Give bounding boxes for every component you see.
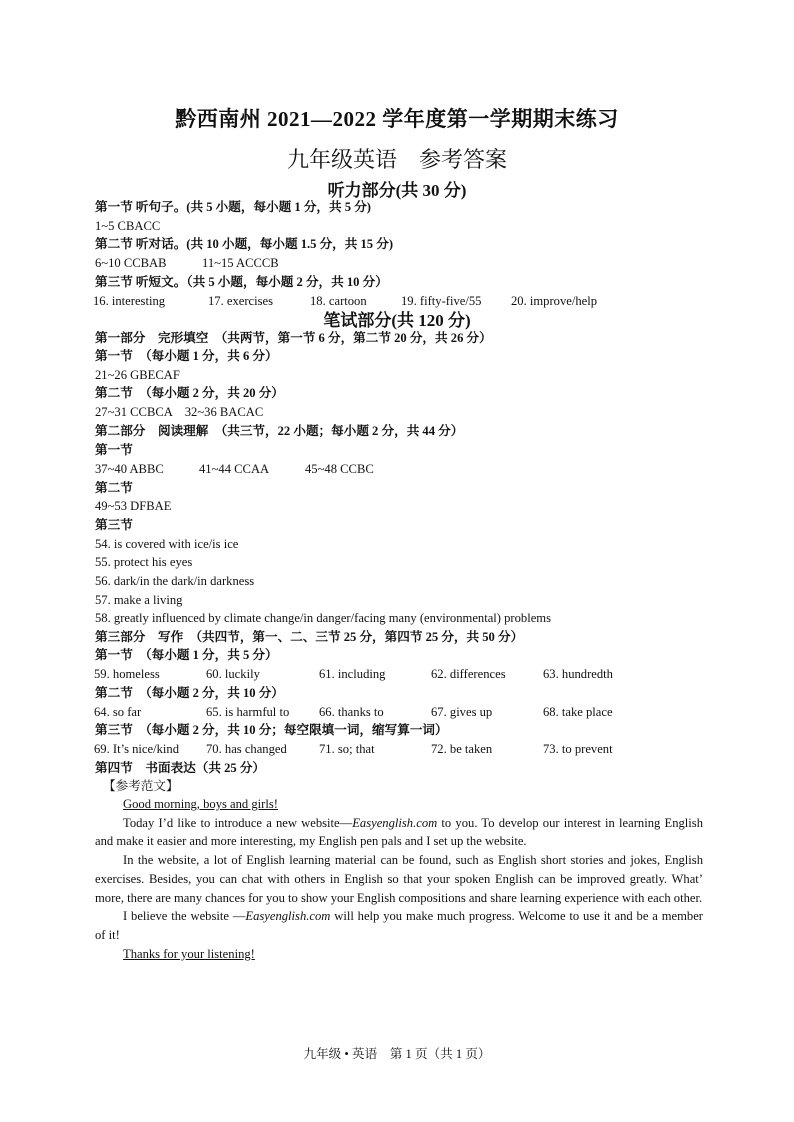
answer-item: 62. differences xyxy=(431,667,506,681)
listening-section-3-title: 第三节 听短文。（共 5 小题，每小题 2 分，共 10 分） xyxy=(95,275,388,289)
website-name: Easyenglish.com xyxy=(352,815,438,830)
essay-text: I believe the website — xyxy=(123,909,246,924)
essay-paragraph: In the website, a lot of English learning material can be found, such as English short stories and jokes, English exercises. Besides, you can chat with others in English so that your spoken English can be improved greatly. What’ more, there are many chances for you to show your English compositions and share learning experience with each other. xyxy=(95,853,703,905)
answer-item: 64. so far xyxy=(94,705,142,719)
written-heading: 笔试部分(共 120 分) xyxy=(323,311,471,330)
answer-line: 55. protect his eyes xyxy=(95,555,193,569)
website-name: Easyenglish.com xyxy=(245,909,331,924)
answer-item: 68. take place xyxy=(543,705,613,719)
answer-item: 17. exercises xyxy=(208,294,274,308)
answer-item: 66. thanks to xyxy=(319,705,384,719)
listening-section-1-title: 第一节 听句子。(共 5 小题，每小题 1 分，共 5 分) xyxy=(95,200,372,214)
essay-paragraph xyxy=(95,907,703,944)
answer-item: 69. It’s nice/kind xyxy=(94,742,179,756)
page-footer: 九年级 • 英语 第 1 页（共 1 页） xyxy=(303,1047,491,1061)
part-3-section-1-title: 第一节 （每小题 1 分，共 5 分） xyxy=(95,648,278,662)
answer-line: 57. make a living xyxy=(95,593,183,607)
answer-item: 67. gives up xyxy=(431,705,493,719)
answer-item: 71. so; that xyxy=(319,742,375,756)
answer-item: 61. including xyxy=(319,667,386,681)
answer-group: 6~10 CCBAB xyxy=(95,256,167,270)
sample-essay xyxy=(95,795,703,963)
answer-line: 54. is covered with ice/is ice xyxy=(95,537,239,551)
part-3-section-2-title: 第二节 （每小题 2 分，共 10 分） xyxy=(95,686,284,700)
answer-item: 19. fifty-five/55 xyxy=(401,294,482,308)
sample-essay-label: 【参考范文】 xyxy=(103,779,179,793)
page-subtitle: 九年级英语 参考答案 xyxy=(286,147,507,172)
part-2-title: 第二部分 阅读理解 （共三节，22 小题；每小题 2 分，共 44 分） xyxy=(95,424,464,438)
listening-section-1-answers: 1~5 CBACC xyxy=(95,219,161,233)
part-3-title: 第三部分 写作 （共四节，第一、二、三节 25 分，第四节 25 分，共 50 分） xyxy=(95,630,524,644)
answer-item: 59. homeless xyxy=(94,667,160,681)
essay-text: to you. To develop our interest in learning English and make it easier and more interesting, my English pen pals and I set up the website. xyxy=(95,815,703,849)
answer-group: 11~15 ACCCB xyxy=(202,256,279,270)
essay-paragraph xyxy=(95,814,703,851)
answer-item: 20. improve/help xyxy=(511,294,598,308)
answer-item: 63. hundredth xyxy=(543,667,613,681)
listening-section-2-title: 第二节 听对话。(共 10 小题，每小题 1.5 分，共 15 分) xyxy=(95,237,394,251)
part-1-section-2-title: 第二节 （每小题 2 分，共 20 分） xyxy=(95,386,284,400)
part-3-section-3-title: 第三节 （每小题 2 分，共 10 分；每空限填一词，缩写算一词） xyxy=(95,723,448,737)
answer-group: 45~48 CCBC xyxy=(305,462,374,476)
answer-item: 16. interesting xyxy=(93,294,166,308)
part-1-title: 第一部分 完形填空 （共两节，第一节 6 分，第二节 20 分，共 26 分） xyxy=(95,331,492,345)
listening-heading: 听力部分(共 30 分) xyxy=(327,181,467,200)
answer-group: 37~40 ABBC xyxy=(95,462,164,476)
answer-item: 70. has changed xyxy=(206,742,287,756)
part-3-section-4-title: 第四节 书面表达（共 25 分） xyxy=(95,761,266,775)
essay-text: Today I’d like to introduce a new website— xyxy=(123,815,353,830)
answer-item: 18. cartoon xyxy=(310,294,367,308)
part-1-section-2-answers: 27~31 CCBCA 32~36 BACAC xyxy=(95,405,264,419)
part-2-section-2-answers: 49~53 DFBAE xyxy=(95,499,172,513)
answer-line: 58. greatly influenced by climate change/in danger/facing many (environmental) problems xyxy=(95,611,552,625)
part-1-section-1-answers: 21~26 GBECAF xyxy=(95,368,180,382)
part-2-section-2-title: 第二节 xyxy=(95,481,133,495)
page-title: 黔西南州 2021—2022 学年度第一学期期末练习 xyxy=(175,107,619,131)
essay-closing: Thanks for your listening! xyxy=(123,946,255,961)
part-1-section-1-title: 第一节 （每小题 1 分，共 6 分） xyxy=(95,349,278,363)
essay-text: will help you make much progress. Welcome to use it and be a member of it! xyxy=(95,909,703,942)
answer-item: 60. luckily xyxy=(206,667,260,681)
answer-line: 56. dark/in the dark/in darkness xyxy=(95,574,255,588)
answer-item: 73. to prevent xyxy=(543,742,613,756)
answer-group: 41~44 CCAA xyxy=(199,462,270,476)
answer-item: 72. be taken xyxy=(431,742,493,756)
essay-greeting: Good morning, boys and girls! xyxy=(123,797,278,811)
part-2-section-1-title: 第一节 xyxy=(95,443,133,457)
part-2-section-3-title: 第三节 xyxy=(95,518,133,532)
answer-item: 65. is harmful to xyxy=(206,705,290,719)
